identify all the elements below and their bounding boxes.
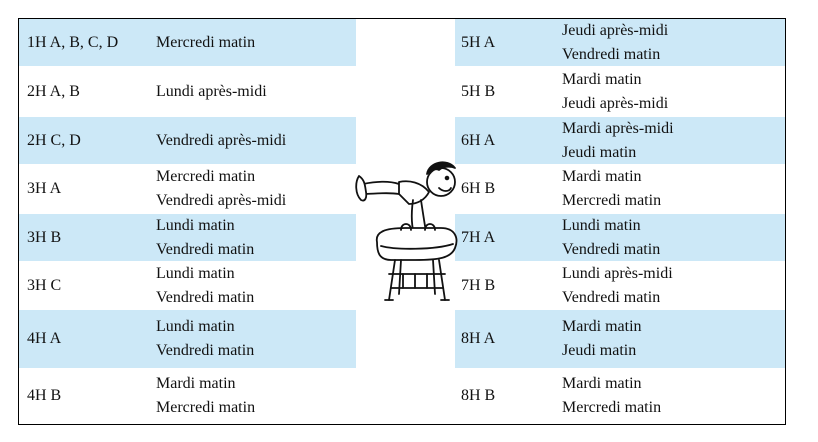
class-label: 1H A, B, C, D (27, 33, 119, 51)
schedule-row (455, 310, 785, 368)
time-slot: Vendredi matin (562, 288, 661, 306)
time-slot: Vendredi matin (156, 342, 255, 359)
time-slot: Mardi matin (562, 168, 642, 185)
class-label: 7H B (461, 276, 496, 294)
schedule-row (19, 66, 356, 117)
time-slot: Mardi matin (562, 375, 642, 392)
time-slot: Mercredi matin (562, 399, 662, 416)
time-slot: Vendredi après-midi (156, 131, 287, 149)
schedule-row (455, 214, 785, 261)
time-slot: Vendredi matin (562, 240, 661, 258)
gymnast-on-pommel-horse-icon (355, 154, 459, 306)
schedule-row (455, 368, 785, 424)
time-slot: Mardi après-midi (562, 119, 674, 137)
time-slot: Lundi matin (156, 216, 235, 234)
class-label: 3H C (27, 276, 62, 294)
class-label: 6H A (461, 131, 496, 149)
schedule-row (455, 19, 785, 66)
time-slot: Vendredi matin (562, 45, 661, 63)
time-slot: Lundi matin (156, 264, 235, 282)
time-slot: Mercredi matin (156, 399, 256, 416)
time-slot: Lundi matin (156, 318, 235, 335)
schedule-row (455, 164, 785, 214)
class-label: 8H B (461, 387, 496, 404)
time-slot: Jeudi matin (562, 342, 637, 359)
schedule-row (19, 19, 356, 66)
time-slot: Vendredi après-midi (156, 192, 287, 209)
time-slot: Lundi matin (562, 216, 641, 234)
time-slot: Mercredi matin (156, 168, 256, 185)
class-label: 4H A (27, 330, 62, 347)
time-slot: Jeudi matin (562, 143, 637, 161)
schedule-row (455, 117, 785, 164)
time-slot: Jeudi après-midi (562, 21, 669, 39)
time-slot: Mercredi matin (562, 192, 662, 209)
time-slot: Mardi matin (562, 318, 642, 335)
schedule-row (19, 368, 356, 424)
class-label: 2H C, D (27, 131, 81, 149)
class-label: 4H B (27, 387, 62, 404)
schedule-row (19, 310, 356, 368)
time-slot: Vendredi matin (156, 240, 255, 258)
time-slot: Vendredi matin (156, 288, 255, 306)
class-label: 5H B (461, 82, 496, 100)
class-label: 2H A, B (27, 82, 80, 100)
class-label: 5H A (461, 33, 496, 51)
class-label: 3H B (27, 228, 62, 246)
schedule-row (19, 164, 356, 214)
schedule-row (455, 261, 785, 310)
time-slot: Jeudi après-midi (562, 94, 669, 112)
schedule-row (19, 214, 356, 261)
class-label: 7H A (461, 228, 496, 246)
schedule-row (19, 117, 356, 164)
schedule-row (455, 66, 785, 117)
time-slot: Mardi matin (156, 375, 236, 392)
class-label: 8H A (461, 330, 496, 347)
schedule-row (19, 261, 356, 310)
class-label: 6H B (461, 180, 496, 197)
time-slot: Lundi après-midi (156, 82, 267, 100)
time-slot: Mardi matin (562, 70, 642, 88)
time-slot: Lundi après-midi (562, 264, 673, 282)
time-slot: Mercredi matin (156, 33, 256, 51)
schedule-table (18, 18, 786, 425)
class-label: 3H A (27, 180, 62, 197)
